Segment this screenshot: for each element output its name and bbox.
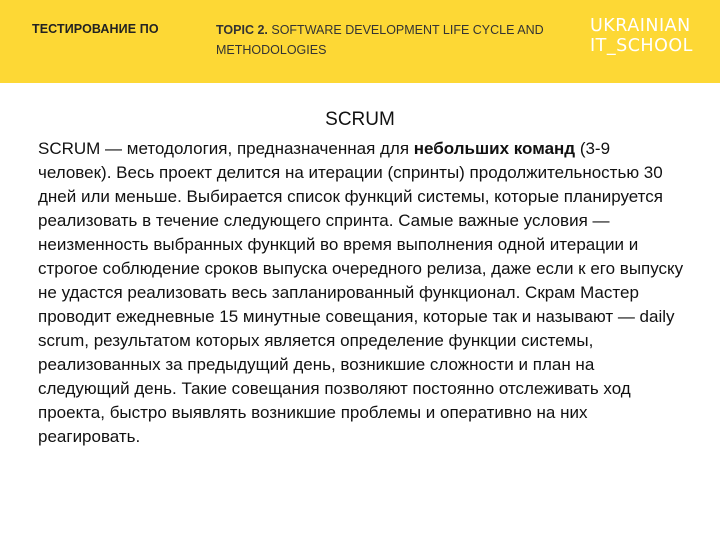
course-name: ТЕСТИРОВАНИЕ ПО bbox=[32, 22, 159, 36]
topic-number: TOPIC 2. bbox=[216, 23, 268, 37]
paragraph-start: SCRUM — методология, предназначенная для bbox=[38, 139, 414, 158]
header-bar bbox=[0, 0, 720, 83]
school-logo bbox=[590, 16, 693, 56]
topic-title: SOFTWARE DEVELOPMENT LIFE CYCLE AND METHODOLOGIES bbox=[216, 23, 544, 57]
slide-title: SCRUM bbox=[325, 109, 395, 130]
logo-line-1: UKRAINIAN bbox=[590, 16, 691, 36]
paragraph-rest: (3-9 человек). Весь проект делится на итерации (спринты) продолжительностью 30 дней или меньше. Выбирается список функций системы, которые планируется реализовать в течение следующего спринта. Самые важные условия — неизменность выбранных функций во время выполнения одной итерации и строгое соблюдение сроков выпуска очередного релиза, даже если к его выпуску не удастся реализовать весь запланированный функционал. Скрам Мастер проводит ежедневные 15 минутные совещания, которые так и называют — daily scrum, результатом которых является определение функции системы, реализованных за предыдущий день, возникшие сложности и план на следующий день. Такие совещания позволяют постоянно отслеживать ход проекта, быстро выявлять возникшие проблемы и оперативно на них реагировать. bbox=[38, 139, 684, 446]
logo-line-2: IT_SCHOOL bbox=[590, 36, 693, 56]
topic-heading bbox=[216, 20, 546, 60]
paragraph-bold: небольших команд bbox=[413, 139, 576, 158]
slide-paragraph bbox=[38, 137, 688, 449]
